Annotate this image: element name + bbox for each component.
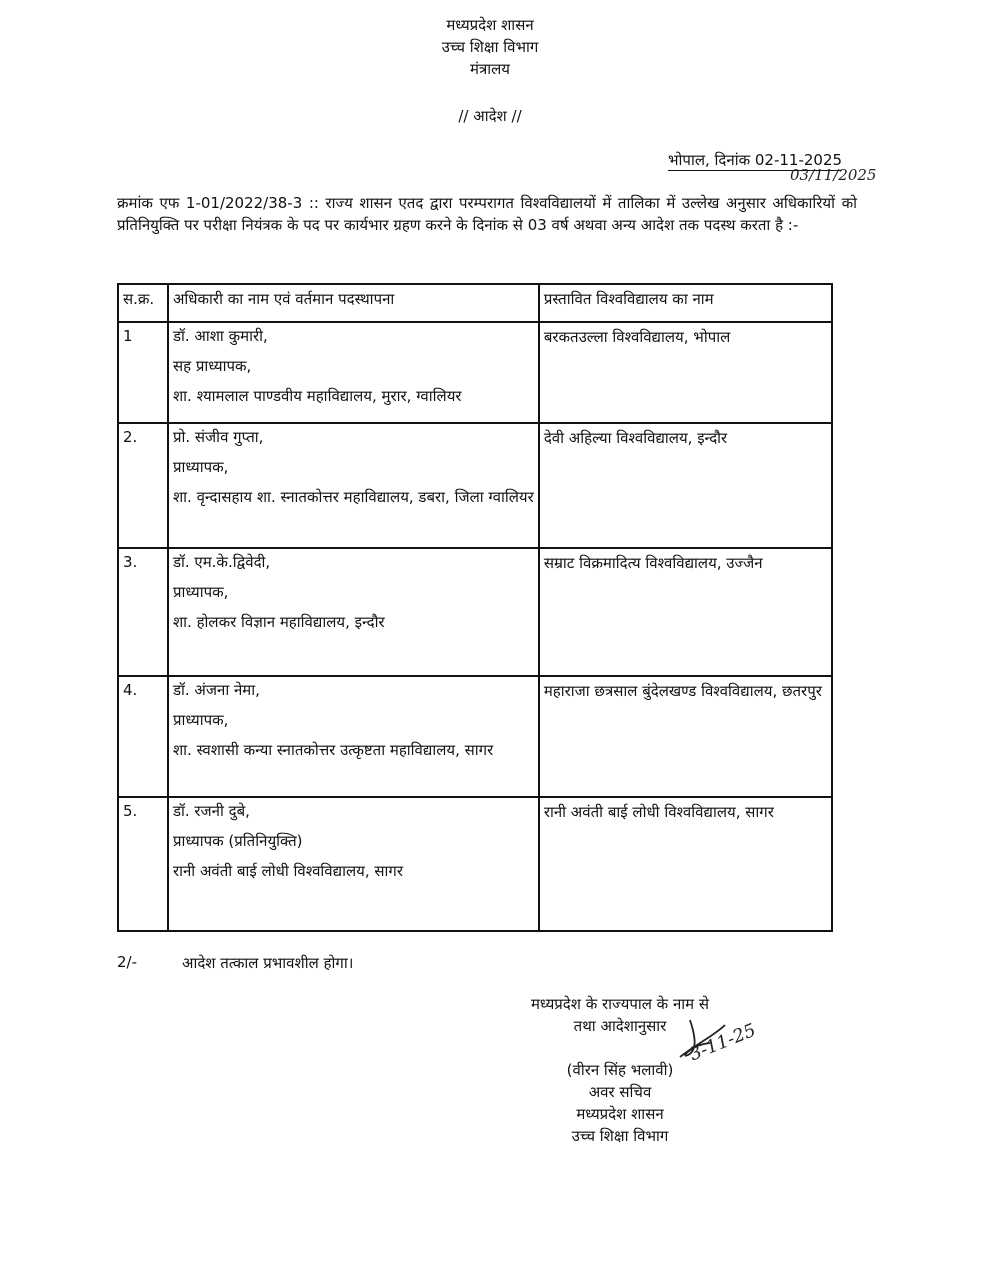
officer-name: प्रो. संजीव गुप्ता, (172, 428, 264, 446)
order-title: // आदेश // (458, 107, 522, 125)
govt-name: मध्यप्रदेश शासन (446, 16, 534, 34)
table-header-row (118, 284, 832, 322)
row-university: रानी अवंती बाई लोधी विश्वविद्यालय, सागर (539, 797, 832, 931)
row-officer (168, 423, 539, 548)
row-university: बरकतउल्ला विश्वविद्यालय, भोपाल (539, 322, 832, 423)
officer-designation: प्राध्यापक (प्रतिनियुक्ति) (172, 832, 303, 850)
row-sno: 2. (118, 423, 168, 548)
place-date: भोपाल, दिनांक 02-11-2025 (668, 151, 843, 169)
table-row (118, 676, 832, 797)
row-officer (168, 797, 539, 931)
officer-designation: प्राध्यापक, (172, 458, 229, 476)
row-officer (168, 322, 539, 423)
header-university: प्रस्तावित विश्वविद्यालय का नाम (539, 284, 832, 322)
letterhead (380, 14, 600, 80)
header-sno: स.क्र. (118, 284, 168, 322)
authority-line: मध्यप्रदेश के राज्यपाल के नाम से (530, 995, 710, 1013)
row-sno: 4. (118, 676, 168, 797)
header-officer: अधिकारी का नाम एवं वर्तमान पदस्थापना (168, 284, 539, 322)
row-sno: 3. (118, 548, 168, 676)
signatory-dept: उच्च शिक्षा विभाग (571, 1127, 669, 1145)
officer-posting: शा. श्यामलाल पाण्डवीय महाविद्यालय, मुरार, ग्वालियर (172, 387, 462, 405)
department-name: उच्च शिक्षा विभाग (441, 38, 539, 56)
row-officer (168, 676, 539, 797)
officer-designation: प्राध्यापक, (172, 583, 229, 601)
authority-line-2: तथा आदेशानुसार (573, 1017, 667, 1035)
signatory-name: (वीरन सिंह भलावी) (566, 1061, 674, 1079)
table-row (118, 322, 832, 423)
row-officer (168, 548, 539, 676)
officer-posting: शा. वृन्दासहाय शा. स्नातकोत्तर महाविद्यालय, डबरा, जिला ग्वालियर (172, 488, 534, 506)
officer-name: डॉ. एम.के.द्विवेदी, (172, 553, 271, 571)
table-row (118, 548, 832, 676)
ministry-name: मंत्रालय (469, 60, 510, 78)
row-sno: 1 (118, 322, 168, 423)
handwritten-number: 03/11/2025 (790, 166, 877, 184)
signatory-designation: अवर सचिव (588, 1083, 652, 1101)
row-university: सम्राट विक्रमादित्य विश्वविद्यालय, उज्जैन (539, 548, 832, 676)
intro-paragraph: क्रमांक एफ 1-01/2022/38-3 :: राज्य शासन एतद द्वारा परम्परागत विश्वविद्यालयों में तालिका में उल्लेख अनुसार अधिकारियों को प्रतिनियुक्ति पर परीक्षा नियंत्रक के पद पर कार्यभार ग्रहण करने के दिनांक से 03 वर्ष अथवा अन्य आदेश तक पदस्थ करता है :- (117, 194, 857, 234)
row-sno: 5. (118, 797, 168, 931)
para2-number: 2/- (117, 953, 138, 971)
handwritten-sign-date: 3-11-25 (686, 1019, 759, 1066)
officer-posting: शा. स्वशासी कन्या स्नातकोत्तर उत्कृष्टता महाविद्यालय, सागर (172, 741, 494, 759)
officer-posting: शा. होलकर विज्ञान महाविद्यालय, इन्दौर (172, 613, 385, 631)
officer-posting: रानी अवंती बाई लोधी विश्वविद्यालय, सागर (172, 862, 403, 880)
officer-name: डॉ. आशा कुमारी, (172, 327, 268, 345)
signatory-govt: मध्यप्रदेश शासन (576, 1105, 664, 1123)
row-university: महाराजा छत्रसाल बुंदेलखण्ड विश्वविद्यालय, छतरपुर (539, 676, 832, 797)
table-row (118, 797, 832, 931)
officer-designation: प्राध्यापक, (172, 711, 229, 729)
row-university: देवी अहिल्या विश्वविद्यालय, इन्दौर (539, 423, 832, 548)
officer-name: डॉ. रजनी दुबे, (172, 802, 250, 820)
officer-name: डॉ. अंजना नेमा, (172, 681, 260, 699)
para2-text: आदेश तत्काल प्रभावशील होगा। (182, 954, 354, 972)
table-row (118, 423, 832, 548)
officers-table (117, 283, 833, 932)
officer-designation: सह प्राध्यापक, (172, 357, 252, 375)
